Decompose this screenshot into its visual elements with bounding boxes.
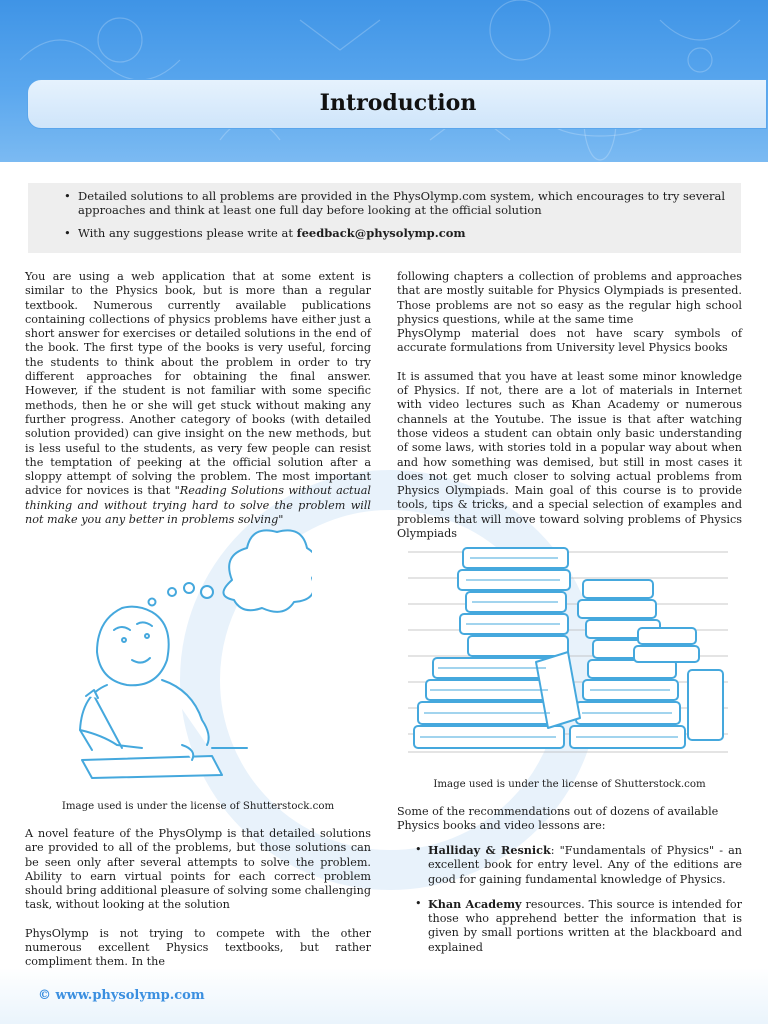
- left-column-bottom: [25, 827, 371, 970]
- thinking-student-illustration: [62, 520, 312, 782]
- book-stacks-illustration: [408, 540, 728, 762]
- book-title: Halliday & Resnick: [428, 843, 551, 857]
- image-caption: Image used is under the license of Shutterstock.com: [433, 779, 706, 790]
- list-item: [398, 843, 742, 887]
- notice-item-text: Detailed solutions to all problems are provided in the PhysOlymp.com system, which encourages to try several approaches and think at least one full day before looking at the official solution: [78, 189, 726, 217]
- right-column-top: [397, 270, 742, 541]
- notice-item: [78, 189, 727, 217]
- feedback-email-link[interactable]: feedback@physolymp.com: [296, 226, 466, 240]
- left-column-top: [25, 270, 371, 527]
- header-banner: [0, 0, 768, 162]
- footer-website-link[interactable]: © www.physolymp.com: [38, 988, 205, 1003]
- notice-item-text: With any suggestions please write at: [78, 226, 297, 240]
- quote-italic: Reading Solutions without actual thinking and without trying hard to solve the problem will not make you any better in problems solving: [25, 484, 371, 527]
- paragraph: following chapters a collection of problems and approaches that are mostly suitable for Physics Olympiads is presented. Those problems are not so easy as the regular high school physics questions, while at the same time: [397, 270, 742, 326]
- resource-title: Khan Academy: [428, 896, 522, 911]
- notice-item: [78, 226, 727, 240]
- paragraph: PhysOlymp material does not have scary symbols of accurate formulations from University level Physics books: [397, 327, 742, 355]
- paragraph: A novel feature of the PhysOlymp is that detailed solutions are provided to all of the problems, but those solutions can be seen only after several attempts to solve the problem. Ability to earn virtual points for each correct problem should bring additional pleasure of solving some challenging task, without looking at the solution: [25, 827, 371, 912]
- recommendations-intro: [397, 805, 742, 834]
- paragraph-text: ": [278, 513, 284, 527]
- list-item-text: resources. This source is intended for those who apprehend better the information that is given by small portions written at the blackboard and explained: [428, 897, 743, 954]
- title-bar: [27, 79, 767, 129]
- page-title: Introduction: [319, 90, 477, 116]
- paragraph-text: You are using a web application that at some extent is similar to the Physics book, but is more than a regular textbook. Numerous currently available publications containing collections of physics problems have either just a short answer for exercises or detailed solutions in the end of the book. The first type of the books is very useful, forcing the students to think about the problem in order to try different approaches for obtaining the final answer. However, if the student is not familiar with some specific methods, then he or she will get stuck without making any further progress. Another category of books (with detailed solution provided) can give insight on the new methods, but is less useful to the students, as very few people can resist the temptation of peeking at the official solution after a sloppy attempt of solving the problem. The most important advice for novices is that ": [25, 270, 371, 498]
- paragraph: Some of the recommendations out of dozens of available Physics books and video lessons are:: [397, 805, 719, 833]
- paragraph: PhysOlymp is not trying to compete with the other numerous excellent Physics textbooks, but rather compliment them. In the: [25, 926, 371, 969]
- list-item-text: : "Fundamentals of Physics" - an excellent book for entry level. Any of the editions are good for gaining fundamental knowledge of Physics.: [428, 844, 742, 886]
- notice-box: [28, 183, 741, 253]
- notice-list: [28, 183, 741, 240]
- recommendations-list: [398, 843, 742, 965]
- list-item: [398, 897, 742, 955]
- image-caption: Image used is under the license of Shutterstock.com: [61, 801, 335, 812]
- paragraph: [25, 270, 371, 527]
- paragraph: It is assumed that you have at least some minor knowledge of Physics. If not, there are a lot of materials in Internet with video lectures such as Khan Academy or numerous channels at the Youtube. The issue is that after watching those videos a student can obtain only basic understanding of some laws, with stories told in a popular way about when and how something was demised, but still in most cases it does not get much closer to solving actual problems from Physics Olympiads. Main goal of this course is to provide tools, tips & tricks, and a special selection of examples and problems that will move toward solving problems of Physics Olympiads: [397, 369, 742, 541]
